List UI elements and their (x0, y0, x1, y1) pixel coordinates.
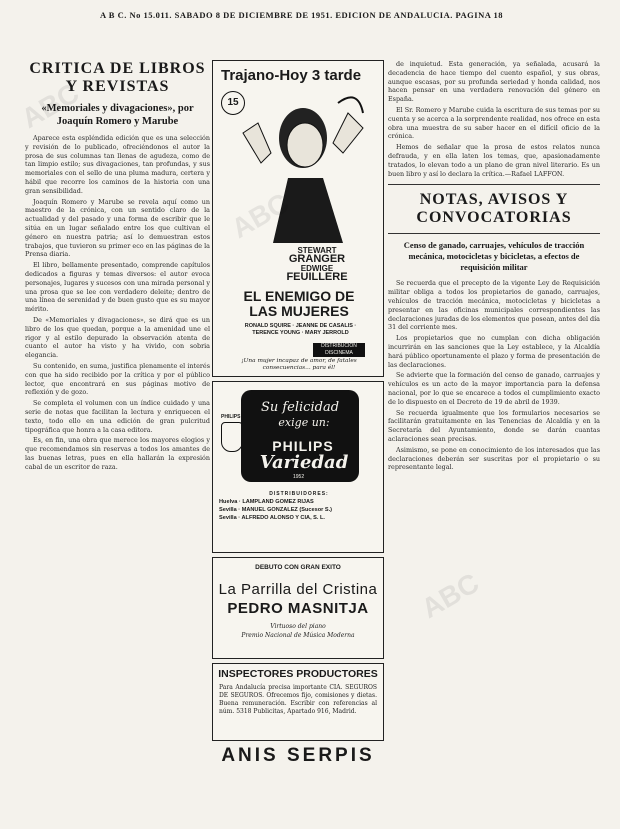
concert-line-4: Virtuoso del piano (270, 623, 326, 630)
paragraph: Se completa el volumen con un índice cuidado y una serie de notas que facilitan la lectura y enriquecen el texto, todo ello en una edición de gran pulcritud tipográfica que honra a la casa editora. (25, 399, 210, 434)
tennis-racket (338, 97, 363, 113)
page-header: A B C. No 15.011. SABADO 8 DE DICIEMBRE DE 1951. EDICION DE ANDALUCIA. PAGINA 18 (100, 10, 504, 20)
philips-shield-icon (221, 422, 243, 452)
paragraph: Se recuerda igualmente que los formularios necesarios se facilitarán gratuitamente en las Tenencias de Alcaldía y en la Secretaría del Ayuntamiento, donde se darán cuantas aclaraciones sean precisas. (388, 408, 600, 443)
books-column (25, 60, 210, 820)
slogan-line-1: Su felicidad (260, 400, 340, 415)
philips-logo-label: PHILIPS (221, 414, 241, 420)
cast-list (257, 246, 377, 282)
jobs-ad (212, 663, 384, 741)
distributors (219, 490, 379, 522)
cinema-theater: Trajano-Hoy 3 tarde (221, 67, 362, 84)
actor-face (287, 123, 323, 167)
product-name: Variedad (259, 452, 349, 473)
notes-title: NOTAS, AVISOS Y CONVOCATORIAS (416, 191, 572, 227)
paragraph: Los propietarios que no cumplan con dicha obligación incurrirán en las sanciones que la Ley establece, y la Alcaldía hará público oportunamente el plazo y forma de presentación de las declaraciones. (388, 334, 600, 369)
anis-ad: ANIS SERPIS (221, 745, 375, 766)
paragraph: Se recuerda que el precepto de la vigente Ley de Requisición militar obliga a todos los propietarios de ganado, carruajes, vehículos de tracción mecánica, motocicletas y bicicletas a presentar en las oficinas municipales correspondientes las declaraciones juradas de los elementos que posean, antes del día 31 del corriente mes. (388, 279, 600, 332)
concert-ad (212, 557, 384, 659)
paragraph: Se advierte que la formación del censo de ganado, carruajes y vehículos es un acto de la mayor importancia para la defensa nacional, por lo que se encarece a todos el cumplimiento exacto de lo dispuesto en el Decreto de 19 de abril de 1939. (388, 371, 600, 406)
brand-name: PHILIPS (272, 438, 334, 454)
film-tagline: ¡Una mujer incapaz de amor, de fatales consecuencias... para él! (241, 358, 357, 371)
divider (388, 233, 600, 234)
actor-illustration (233, 93, 368, 243)
concert-line-1: DEBUTO CON GRAN EXITO (255, 564, 341, 571)
cast-name: FEUILLERE (286, 271, 348, 283)
paragraph: Su contenido, en suma, justifica plenamente el interés con que ha sido recibido por la crítica y por el público lector, que encontrará en sus páginas motivo de reflexión y de gozo. (25, 361, 210, 397)
jobs-text: Para Andalucía precisa importante CIA. SEGUROS DE SEGUROS. Ofrecemos fijo, comisiones y dietas. Buena remuneración. Escribir con referencias al núm. 5318 Publicitas, Apartado 916, Madrid. (219, 684, 377, 715)
actor-body (273, 178, 343, 243)
cast-name: STEWART (297, 246, 337, 255)
notes-column (388, 60, 600, 820)
film-title: EL ENEMIGO DE LAS MUJERES (243, 288, 355, 319)
paragraph: Joaquín Romero y Marube se revela aquí como un maestro de la crónica, con un sentido claro de la actualidad y del pasado y una forma de escribir que le sitúa en un lugar señalado entre los que cultivan el género en nuestra patria; así lo demuestran estos trabajos, que tuvieron su primer eco en las páginas de la Prensa diaria. (25, 197, 210, 259)
cast-name: EDWIGE (300, 264, 334, 273)
philips-ad (212, 381, 384, 553)
paragraph: El libro, bellamente presentado, comprende capítulos dedicados a figuras y temas diversos: el autor evoca personajes, lugares y sucesos con una mirada personal y una prosa que se lee con verdadero deleite; dentro de una línea de serenidad y de buen gusto que es su mayor mérito. (25, 261, 210, 314)
paragraph: Asimismo, se pone en conocimiento de los interesados que las declaraciones deberán ser suscritas por el propietario o su representante legal. (388, 445, 600, 472)
distributor-line: Sevilla · ALFREDO ALONSO Y CIA, S. L. (219, 515, 325, 521)
product-year: 1952 (293, 474, 305, 480)
actor-hand-right (333, 113, 363, 153)
film-credits: RONALD SQUIRE · JEANNE DE CASALIS · TERENCE YOUNG · MARY JERROLD (244, 323, 357, 336)
section-title: CRITICA DE LIBROS Y REVISTAS (29, 60, 206, 95)
watermark: ABC (16, 76, 85, 135)
paragraph: Aparece esta espléndida edición que es una selección y revisión de lo publicado, ofreciéndonos el autor la prosa de sus columnas tan llenas de agudeza, como de tan limpio estilo; sus divagaciones, tan profundas, y sus memoriales con el sello de una pluma madura, certera y hábil que recorre los caminos de la historia con una gran sensibilidad. (25, 134, 210, 195)
concert-venue: La Parrilla del Cristina (218, 581, 378, 598)
article-title: «Memoriales y divagaciones», por Joaquín Romero y Marube (41, 103, 194, 127)
divider (388, 184, 600, 185)
concert-line-5: Premio Nacional de Música Moderna (241, 632, 355, 639)
ads-column (212, 60, 384, 820)
paragraph: Hemos de señalar que la prosa de estos relatos nunca defrauda, y en ella laten los temas, que, apasionadamente tratados, lo elevan todo a un plano de gran nivel literario. Es un buen libro y así lo declara la crítica.—Rafael LAFFON. (388, 143, 600, 178)
concert-artist: PEDRO MASNITJA (227, 600, 369, 617)
paragraph: Es, en fin, una obra que merece los mayores elogios y que recomendamos sin reservas a todos los amantes de las buenas letras, pues en ella hallarán la expresión cabal de un escritor de raza. (25, 436, 210, 471)
paragraph: El Sr. Romero y Marube cuida la escritura de sus temas por su cuenta y se acerca a la sorprendente realidad, nos ofrece en esta obra una muestra de su saber hacer en el difícil oficio de la crónica. (388, 105, 600, 141)
film-logo: 15 (221, 91, 245, 115)
paragraph: De «Memoriales y divagaciones», se dirá que es un libro de los que quedan, porque a la amenidad une el rigor y al estilo depurado la observación atenta de cuanto el autor ha visto y ha vivido, con sobria elegancia. (25, 315, 210, 360)
slogan-line-2: exige un: (278, 416, 330, 429)
distributor-badge: DISTRIBUCION DISCINEMA (313, 343, 365, 357)
jobs-title: INSPECTORES PRODUCTORES (218, 668, 378, 680)
distributor-line: Sevilla · MANUEL GONZALEZ (Sucesor S.) (219, 507, 333, 513)
watermark: ABC (416, 566, 485, 625)
notes-subtitle: Censo de ganado, carruajes, vehículos de tracción mecánica, motocicletas y bicicletas, a efectos de requisición militar (403, 240, 585, 273)
distributor-line: Huelva · LAMPLAND GOMEZ RIJAS (219, 499, 314, 505)
cast-name: GRANGER (288, 253, 346, 265)
cinema-ad (212, 60, 384, 377)
distributors-header: DISTRIBUIDORES: (269, 491, 329, 497)
paragraph: de inquietud. Esta generación, ya señalada, acusará la decadencia de hace tiempo del cuento español, y sus obras, aunque escasas, por su profunda seriedad y honda calidad, nos hacen pensar en una verdadera renovación del género en España. (388, 60, 600, 104)
actor-hand-left (243, 123, 271, 163)
